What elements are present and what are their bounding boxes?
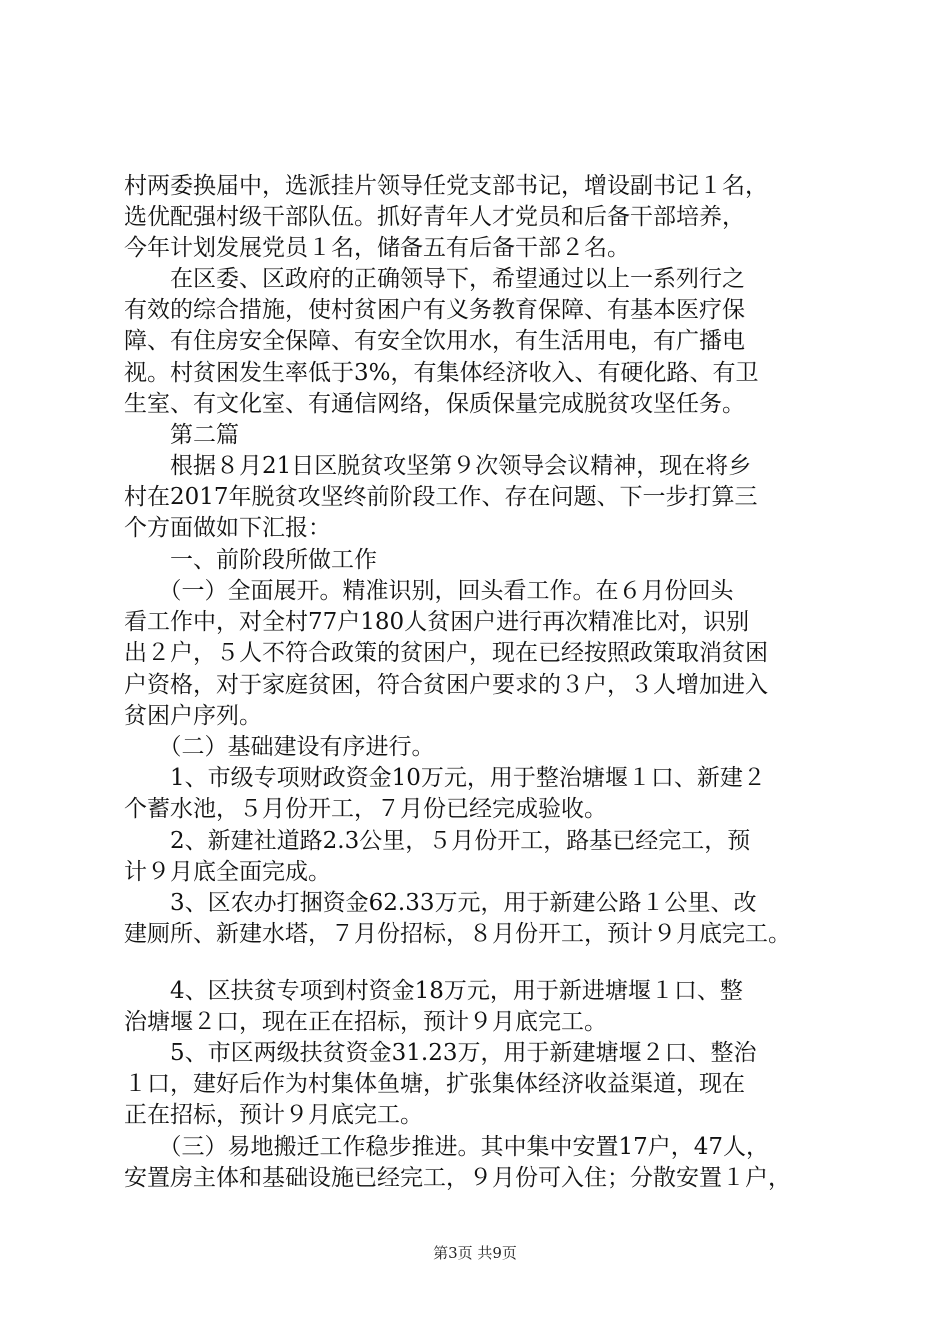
- paragraph: [124, 1038, 844, 1132]
- text-line: （二）基础建设有序进行。: [124, 734, 435, 760]
- text-line: 1、市级专项财政资金10万元，用于整治塘堰１口、新建２: [124, 765, 766, 791]
- text-line: 障、有住房安全保障、有安全饮用水，有生活用电，有广播电: [124, 328, 745, 355]
- paragraph: [124, 1132, 844, 1194]
- text-line: １口，建好后作为村集体鱼塘，扩张集体经济收益渠道，现在: [124, 1071, 745, 1098]
- paragraph: [124, 976, 844, 1038]
- text-line: 在区委、区政府的正确领导下，希望通过以上一系列行之: [124, 266, 745, 292]
- paragraph: [124, 171, 844, 265]
- text-line: 有效的综合措施，使村贫困户有义务教育保障、有基本医疗保: [124, 297, 745, 324]
- text-line: 个蓄水池，５月份开工，７月份已经完成验收。: [124, 796, 607, 823]
- text-line: 根据８月21日区脱贫攻坚第９次领导会议精神，现在将乡: [124, 453, 752, 479]
- page-number-footer: 第3页 共9页: [433, 1244, 517, 1262]
- text-line: （三）易地搬迁工作稳步推进。其中集中安置17户，47人，: [124, 1134, 770, 1160]
- text-line: 选优配强村级干部队伍。抓好青年人才党员和后备干部培养，: [124, 204, 745, 231]
- text-line: 村在2017年脱贫攻坚终前阶段工作、存在问题、下一步打算三: [124, 484, 758, 511]
- text-line: 5、市区两级扶贫资金31.23万，用于新建塘堰２口、整治: [124, 1040, 757, 1066]
- paragraph: [124, 576, 844, 732]
- paragraph: [124, 826, 844, 888]
- section-heading: [124, 420, 844, 451]
- section-heading: [124, 732, 844, 763]
- paragraph: [124, 763, 844, 825]
- text-line: 生室、有文化室、有通信网络，保质保量完成脱贫攻坚任务。: [124, 390, 745, 417]
- paragraph: [124, 888, 844, 950]
- text-line: （一）全面展开。精准识别，回头看工作。在６月份回头: [124, 578, 734, 604]
- text-line: 建厕所、新建水塔，７月份招标，８月份开工，预计９月底完工。: [124, 921, 791, 948]
- text-line: 户资格，对于家庭贫困，符合贫困户要求的３户，３人增加进入: [124, 671, 768, 698]
- text-line: 今年计划发展党员１名，储备五有后备干部２名。: [124, 235, 630, 262]
- section-heading: [124, 545, 844, 576]
- text-line: 出２户，５人不符合政策的贫困户，现在已经按照政策取消贫困: [124, 640, 768, 667]
- text-line: 4、区扶贫专项到村资金18万元，用于新进塘堰１口、整: [124, 978, 743, 1004]
- text-line: 贫困户序列。: [124, 702, 262, 729]
- text-line: 个方面做如下汇报：: [124, 515, 331, 542]
- text-line: 2、新建社道路2.3公里，５月份开工，路基已经完工，预: [124, 828, 751, 854]
- text-line: 视。村贫困发生率低于3%，有集体经济收入、有硬化路、有卫: [124, 359, 759, 386]
- text-line: 计９月底全面完成。: [124, 859, 331, 886]
- text-line: 一、前阶段所做工作: [124, 547, 377, 573]
- text-line: 安置房主体和基础设施已经完工，９月份可入住；分散安置１户，: [124, 1165, 791, 1192]
- paragraph: [124, 264, 844, 420]
- text-line: 第二篇: [124, 422, 239, 448]
- text-line: 看工作中，对全村77户180人贫困户进行再次精准比对，识别: [124, 609, 750, 636]
- text-line: 3、区农办打捆资金62.33万元，用于新建公路１公里、改: [124, 890, 757, 916]
- text-line: 正在招标，预计９月底完工。: [124, 1102, 423, 1129]
- text-line: 村两委换届中，选派挂片领导任党支部书记，增设副书记１名，: [124, 173, 768, 199]
- text-line: 治塘堰２口，现在正在招标，预计９月底完工。: [124, 1009, 607, 1036]
- paragraph: [124, 451, 844, 545]
